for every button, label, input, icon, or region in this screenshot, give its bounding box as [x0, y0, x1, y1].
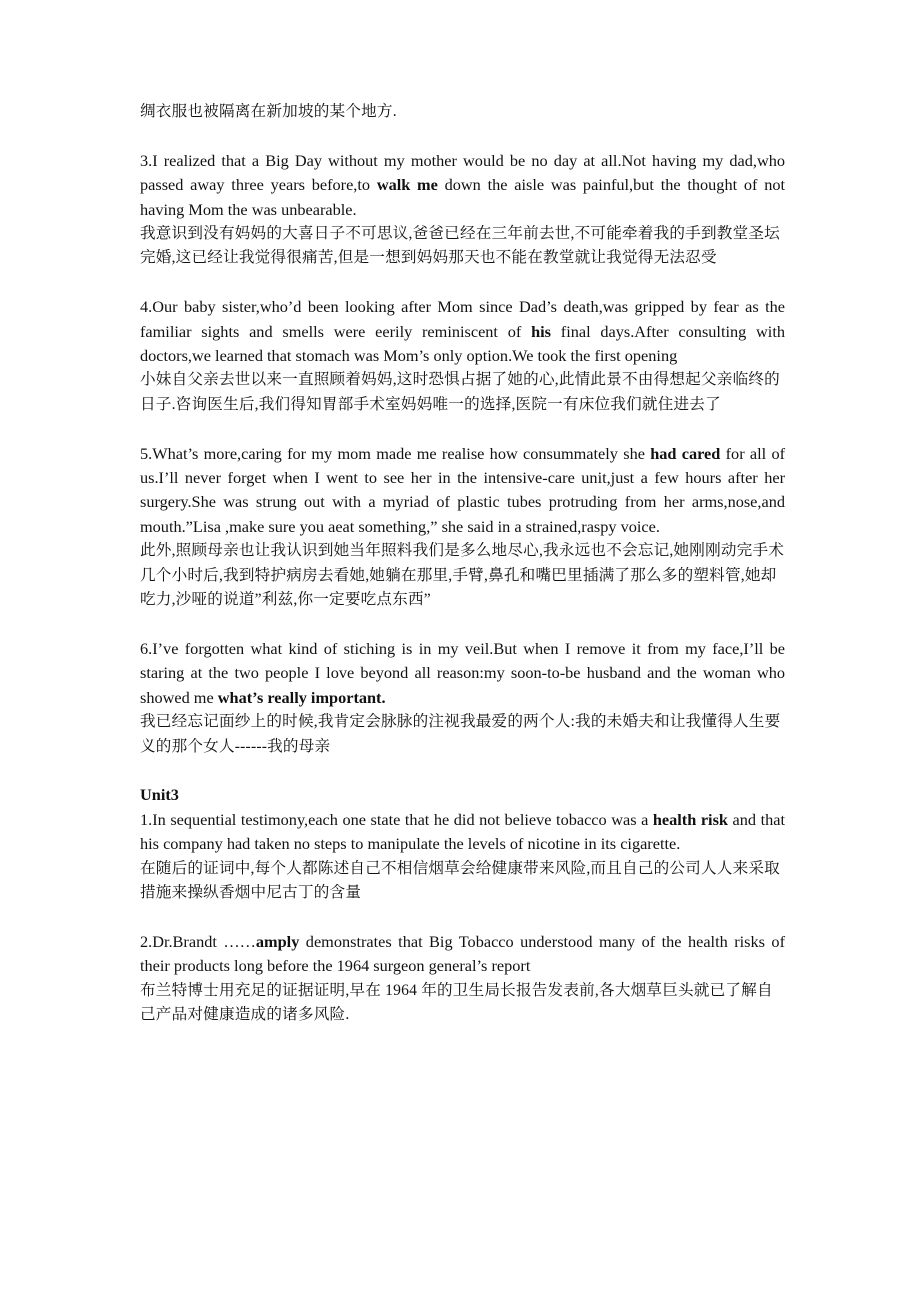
item-6-cn: 我已经忘记面纱上的时候,我肯定会脉脉的注视我最爱的两个人:我的未婚夫和让我懂得人生要义的那个女人------我的母亲: [140, 713, 781, 755]
text-segment: 5.What’s more,caring for my mom made me realise how consummately she: [140, 443, 651, 463]
text-segment: for all of us.I’ll never forget when I went to see her in the intensive-care unit,just a few hours after her surgery.She was strung out with a myriad of plastic tubes protruding from her arms,nose,and mouth.”Lisa ,make sure you aeat something,” she said in a strained,raspy voice.: [140, 443, 786, 536]
text-segment: 1.In sequential testimony,each one state that he did not believe tobacco was a: [140, 809, 653, 829]
bold-phrase: health risk: [652, 809, 728, 829]
item-4-en: [140, 295, 785, 368]
item-3-en: [140, 149, 785, 222]
text-segment: 3.I realized that a Big Day without my mother would be no day at all.Not having my dad,who passed away three years before,to: [140, 150, 785, 195]
bold-phrase: his: [531, 321, 551, 341]
item-5-en: [140, 442, 785, 540]
unit3-item-2-cn: 布兰特博士用充足的证据证明,早在 1964 年的卫生局长报告发表前,各大烟草巨头就已了解自己产品对健康造成的诸多风险.: [140, 981, 773, 1023]
unit3-item-2-en: [140, 930, 785, 979]
bold-phrase: amply: [255, 931, 300, 951]
bold-phrase: what’s really important.: [217, 687, 386, 707]
spacer: [140, 905, 785, 929]
unit3-item-1-cn: 在随后的证词中,每个人都陈述自己不相信烟草会给健康带来风险,而且自己的公司人人来采取措施来操纵香烟中尼古丁的含量: [140, 859, 780, 901]
document-page: [140, 100, 785, 1027]
intro-cn-text: 绸衣服也被隔离在新加坡的某个地方.: [140, 103, 397, 120]
spacer: [140, 124, 785, 148]
text-segment: down the aisle was painful,but the thought of not having Mom the was unbearable.: [140, 175, 786, 219]
bold-phrase: had cared: [650, 443, 721, 463]
item-6-en: [140, 637, 785, 710]
text-segment: and that his company had taken no steps to manipulate the levels of nicotine in its cigarette.: [140, 809, 785, 854]
text-segment: 2.Dr.Brandt ……: [140, 931, 256, 951]
bold-phrase: walk me: [376, 175, 438, 195]
spacer: [140, 271, 785, 295]
text-segment: 6.I’ve forgotten what kind of stiching is in my veil.But when I remove it from my face,I’ll be staring at the two people I love beyond all reason:my soon-to-be husband and the woman who showed me: [140, 638, 785, 707]
item-4-cn: 小妹自父亲去世以来一直照顾着妈妈,这时恐惧占据了她的心,此情此景不由得想起父亲临终的日子.咨询医生后,我们得知胃部手术室妈妈唯一的选择,医院一有床位我们就住进去了: [140, 371, 780, 413]
item-5-cn: 此外,照顾母亲也让我认识到她当年照料我们是多么地尽心,我永远也不会忘记,她刚刚动完手术几个小时后,我到特护病房去看她,她躺在那里,手臂,鼻孔和嘴巴里插满了那么多的塑料管,她却吃力,沙哑的说道”利兹,你一定要吃点东西”: [140, 542, 785, 609]
unit3-item-1-en: [140, 808, 785, 857]
spacer: [140, 417, 785, 441]
text-segment: final days.After consulting with doctors,we learned that stomach was Mom’s only option.We took the first opening: [140, 321, 785, 366]
item-3-cn: 我意识到没有妈妈的大喜日子不可思议,爸爸已经在三年前去世,不可能牵着我的手到教堂圣坛完婚,这已经让我觉得很痛苦,但是一想到妈妈那天也不能在教堂就让我觉得无法忍受: [140, 225, 780, 267]
spacer: [140, 612, 785, 636]
unit3-heading: Unit3: [140, 785, 179, 805]
spacer: [140, 759, 785, 783]
text-segment: demonstrates that Big Tobacco understood many of the health risks of their products long before the 1964 surgeon general’s report: [140, 931, 785, 976]
text-segment: 4.Our baby sister,who’d been looking after Mom since Dad’s death,was gripped by fear as the familiar sights and smells were eerily reminiscent of: [140, 297, 785, 341]
